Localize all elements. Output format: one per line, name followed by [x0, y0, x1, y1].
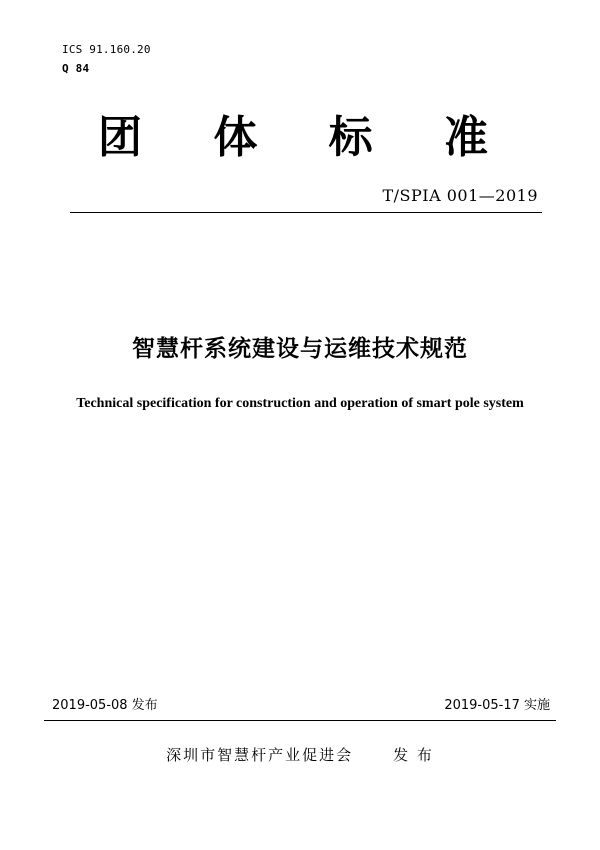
- title-english: Technical specification for construction and operation of smart pole system: [76, 396, 524, 411]
- issue-date: 2019-05-08 发布: [52, 698, 158, 713]
- top-divider: [70, 212, 542, 213]
- ccs-code: Q 84: [62, 62, 90, 75]
- title-chinese: 智慧杆系统建设与运维技术规范: [132, 336, 468, 362]
- standard-number: T/SPIA 001—2019: [382, 186, 538, 205]
- publisher-line: [0, 744, 600, 765]
- publisher-name: 深圳市智慧杆产业促进会: [166, 746, 354, 764]
- bottom-divider: [44, 720, 556, 721]
- implementation-date: 2019-05-17 实施: [444, 698, 550, 713]
- standard-type-heading: 团 体 标 准: [98, 112, 516, 163]
- publish-action: 发 布: [393, 746, 434, 764]
- ics-code: ICS 91.160.20: [62, 43, 151, 56]
